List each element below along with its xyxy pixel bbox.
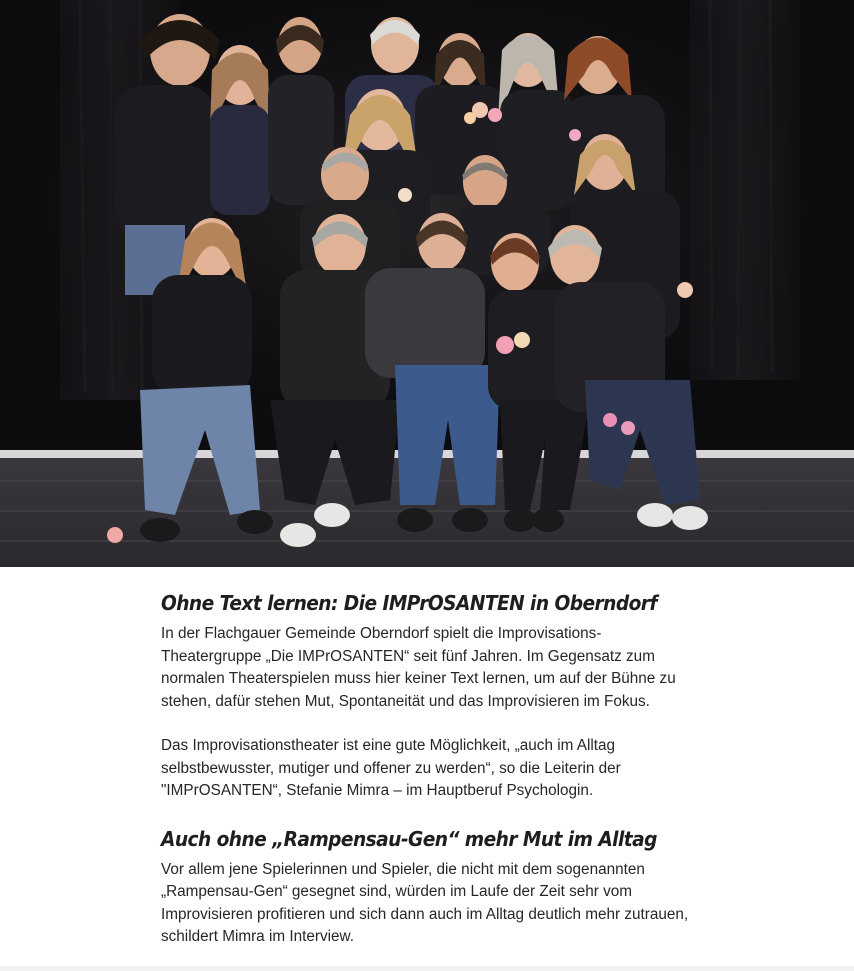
article-paragraph: Vor allem jene Spielerinnen und Spieler, die nicht mit dem sogenannten „Rampensau-Gen“ gesegnet sind, würden im Laufe der Zeit sehr vom Improvisieren profitieren und sich dann auch im Alltag deutlich mehr zutrauen, schildert Mimra im Interview. bbox=[161, 860, 689, 945]
section-heading: Auch ohne „Rampensau-Gen“ mehr Mut im Alltag bbox=[161, 826, 657, 851]
article-paragraph: Das Improvisationstheater ist eine gute Möglichkeit, „auch im Alltag selbstbewusster, mutiger und offener zu werden“, so die Leiterin der "IMPrOSANTEN“, Stefanie Mimra – im Hauptberuf Psychologin. bbox=[161, 737, 621, 799]
article-paragraph: In der Flachgauer Gemeinde Oberndorf spielt die Improvisations-Theatergruppe „Die IMPrOSANTEN“ seit fünf Jahren. Im Gegensatz zum normalen Theaterspielen muss hier keiner Text lernen, um auf der Bühne zu stehen, dafür stehen Mut, Spontaneität und das Improvisieren im Fokus. bbox=[161, 625, 676, 710]
article-body bbox=[0, 567, 701, 949]
section-heading: Ohne Text lernen: Die IMPrOSANTEN in Oberndorf bbox=[161, 591, 657, 615]
divider bbox=[0, 966, 854, 971]
